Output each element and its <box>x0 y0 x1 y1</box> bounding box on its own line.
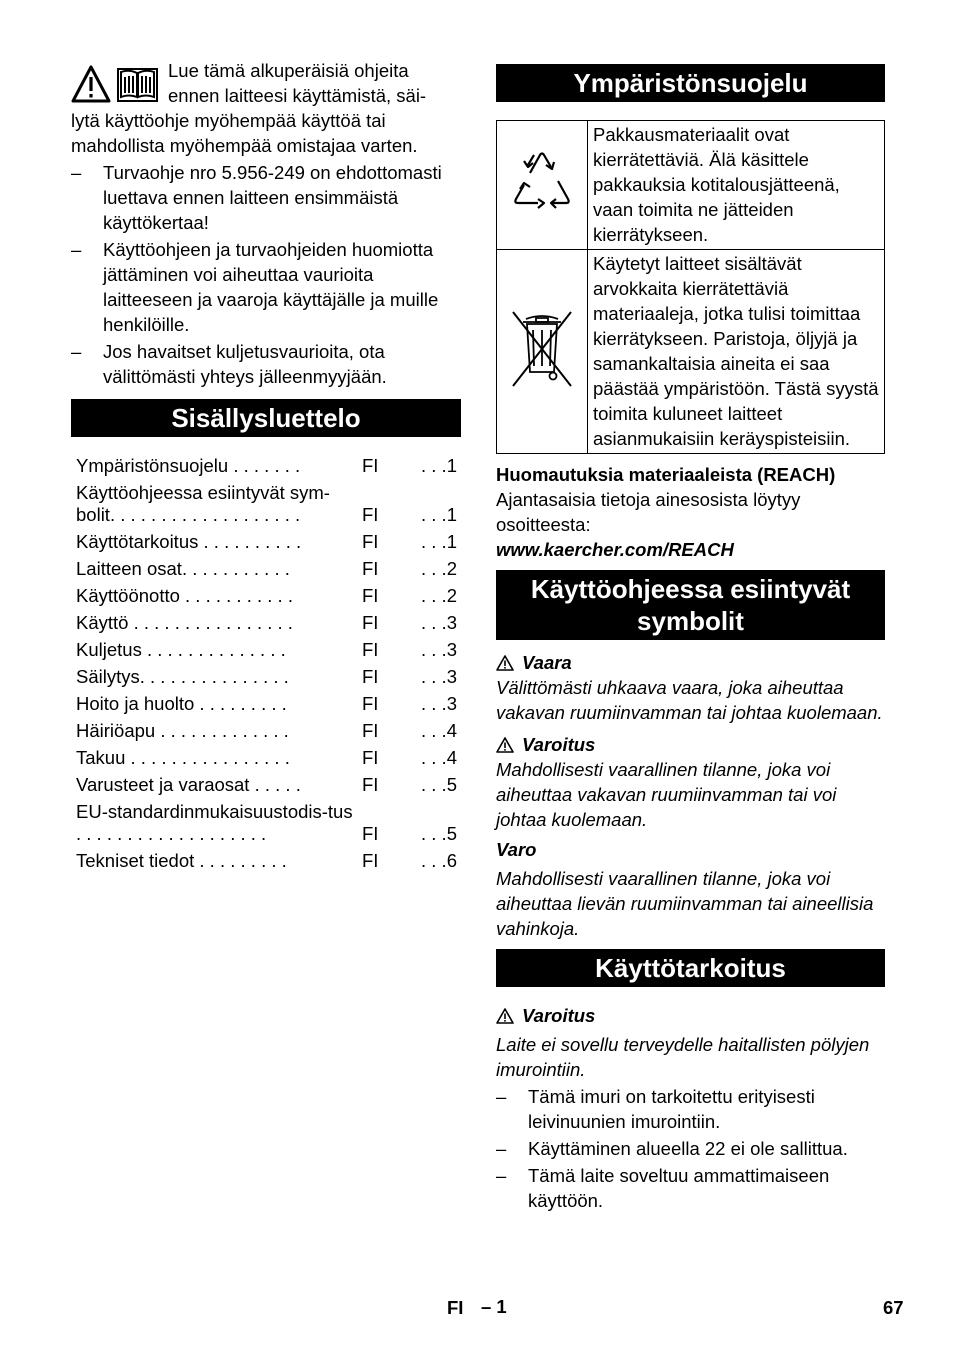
toc-title: Käyttöohjeessa esiintyvät sym-bolit. . . . . . . . . . . . . . . . . . . <box>76 482 330 525</box>
intro-list-item: – Käyttöohjeen ja turvaohjeiden huomiotta jättäminen voi aiheuttaa vaurioita laitteeseen ja vaaroja käyttäjälle ja muille henkilöille. <box>71 237 461 337</box>
varoitus-heading <box>496 732 885 757</box>
warning-triangle-icon <box>496 1008 514 1024</box>
toc-lang: FI <box>362 504 379 525</box>
toc-row <box>71 455 461 477</box>
intro-line-2: ennen laitteesi käyttämistä, säi- <box>168 85 427 106</box>
right-column <box>496 64 885 1213</box>
usage-heading: Käyttötarkoitus <box>496 949 885 987</box>
toc-lang: FI <box>362 531 379 552</box>
table-of-contents <box>71 455 461 872</box>
intro-list-text: Käyttöohjeen ja turvaohjeiden huomiotta jättäminen voi aiheuttaa vaurioita laitteeseen ja vaaroja käyttäjälle ja muille henkilöille. <box>103 239 439 335</box>
toc-row <box>71 693 461 715</box>
usage-warning-label: Varoitus <box>522 1005 596 1026</box>
intro-rest: lytä käyttöohje myöhempää käyttöä tai mahdollista myöhempää omistajaa varten. <box>71 110 418 156</box>
varo-heading <box>496 837 885 862</box>
usage-warning-text: Laite ei sovellu terveydelle haitallisten pölyjen imurointiin. <box>496 1034 870 1080</box>
toc-title: Ympäristönsuojelu . . . . . . . <box>76 455 301 476</box>
toc-lang: FI <box>362 639 379 660</box>
crossed-out-bin-icon <box>509 306 575 392</box>
toc-page: . . .5 <box>421 774 457 795</box>
env-heading: Ympäristönsuojelu <box>496 64 885 102</box>
env-text-disposal: Käytetyt laitteet sisältävät arvokkaita kierrätettäviä materiaaleja, jotka tulisi toimittaa kierrätykseen. Paristoja, öljyjä ja samankaltaisia aineita ei saa päästää ympäristöön. Tästä syystä toimita kuluneet laitteet asianmukaisiin keräyspisteisiin. <box>588 250 885 454</box>
toc-page: . . .5 <box>421 823 457 844</box>
toc-row <box>71 585 461 607</box>
env-table <box>496 120 885 454</box>
toc-page: . . .3 <box>421 639 457 660</box>
warning-triangle-icon <box>496 655 514 671</box>
toc-row <box>71 774 461 796</box>
manual-book-icon <box>118 69 157 101</box>
varoitus-label: Varoitus <box>522 734 596 755</box>
toc-row <box>71 666 461 688</box>
toc-lang: FI <box>362 774 379 795</box>
toc-page: . . .4 <box>421 747 457 768</box>
usage-list-text: Tämä imuri on tarkoitettu erityisesti leivinuunien imurointiin. <box>528 1086 815 1132</box>
toc-title: Häiriöapu . . . . . . . . . . . . . <box>76 720 289 741</box>
toc-title: Säilytys. . . . . . . . . . . . . . . <box>76 666 289 687</box>
table-row <box>497 250 885 454</box>
toc-page: . . .1 <box>421 455 457 476</box>
table-row <box>497 121 885 250</box>
toc-lang: FI <box>362 720 379 741</box>
symbols-heading-line2: symbolit <box>637 606 744 636</box>
toc-lang: FI <box>362 455 379 476</box>
footer-page-number: 67 <box>883 1297 904 1318</box>
intro-block <box>71 58 461 158</box>
toc-lang: FI <box>362 747 379 768</box>
toc-page: . . .1 <box>421 504 457 525</box>
warning-triangle-icon <box>73 67 109 101</box>
toc-row <box>71 482 461 526</box>
toc-row <box>71 558 461 580</box>
toc-title: Hoito ja huolto . . . . . . . . . <box>76 693 287 714</box>
vaara-label: Vaara <box>522 652 572 673</box>
toc-title: Takuu . . . . . . . . . . . . . . . . <box>76 747 290 768</box>
toc-lang: FI <box>362 823 379 844</box>
toc-title: Tekniset tiedot . . . . . . . . . <box>76 850 287 871</box>
toc-page: . . .2 <box>421 585 457 606</box>
toc-title: Laitteen osat. . . . . . . . . . . <box>76 558 290 579</box>
usage-list-item: – Tämä laite soveltuu ammattimaiseen käyttöön. <box>496 1163 885 1213</box>
intro-list-item: – Jos havaitset kuljetusvaurioita, ota välittömästi yhteys jälleenmyyjään. <box>71 339 461 389</box>
toc-title: Käyttöönotto . . . . . . . . . . . <box>76 585 293 606</box>
left-column <box>71 58 461 877</box>
toc-row <box>71 612 461 634</box>
usage-list-item: – Käyttäminen alueella 22 ei ole sallittua. <box>496 1136 885 1161</box>
symbols-heading <box>496 570 885 640</box>
toc-row <box>71 531 461 553</box>
toc-lang: FI <box>362 612 379 633</box>
warning-manual-icons <box>71 64 161 104</box>
usage-list-item: – Tämä imuri on tarkoitettu erityisesti leivinuunien imurointiin. <box>496 1084 885 1134</box>
toc-title: Käyttötarkoitus . . . . . . . . . . <box>76 531 302 552</box>
toc-lang: FI <box>362 693 379 714</box>
reach-url: www.kaercher.com/REACH <box>496 539 734 560</box>
toc-title: EU-standardinmukaisuustodis-tus . . . . . . . . . . . . . . . . . . . <box>76 801 353 844</box>
vaara-heading <box>496 650 885 675</box>
toc-page: . . .4 <box>421 720 457 741</box>
toc-heading: Sisällysluettelo <box>71 399 461 437</box>
toc-lang: FI <box>362 666 379 687</box>
toc-lang: FI <box>362 585 379 606</box>
intro-list-text: Jos havaitset kuljetusvaurioita, ota välittömästi yhteys jälleenmyyjään. <box>103 341 387 387</box>
toc-page: . . .1 <box>421 531 457 552</box>
toc-lang: FI <box>362 850 379 871</box>
reach-title: Huomautuksia materiaaleista (REACH) <box>496 464 836 485</box>
env-text-recycling: Pakkausmateriaalit ovat kierrätettäviä. Älä käsittele pakkauksia kotitalousjätteenä, vaan toimita ne jätteiden kierrätykseen. <box>588 121 885 250</box>
toc-row <box>71 801 461 845</box>
env-icon-cell <box>497 121 588 250</box>
toc-title: Kuljetus . . . . . . . . . . . . . . <box>76 639 286 660</box>
footer-lang: FI <box>447 1297 464 1318</box>
toc-row <box>71 639 461 661</box>
usage-warning-heading <box>496 1003 885 1028</box>
intro-list-item: – Turvaohje nro 5.956-249 on ehdottomasti luettava ennen laitteen ensimmäistä käyttökertaa! <box>71 160 461 235</box>
toc-lang: FI <box>362 558 379 579</box>
toc-page: . . .3 <box>421 693 457 714</box>
reach-text: Ajantasaisia tietoja ainesosista löytyy osoitteesta: <box>496 489 801 535</box>
toc-row <box>71 720 461 742</box>
varoitus-text: Mahdollisesti vaarallinen tilanne, joka voi aiheuttaa vakavan ruumiinvamman tai voi johtaa kuolemaan. <box>496 759 837 830</box>
vaara-text: Välittömästi uhkaava vaara, joka aiheuttaa vakavan ruumiinvamman tai johtaa kuolemaan. <box>496 677 883 723</box>
footer-section-page: – 1 <box>481 1296 507 1317</box>
intro-list-text: Turvaohje nro 5.956-249 on ehdottomasti luettava ennen laitteen ensimmäistä käyttökertaa! <box>103 162 442 233</box>
toc-page: . . .3 <box>421 666 457 687</box>
recycling-icon <box>504 143 580 223</box>
varo-text: Mahdollisesti vaarallinen tilanne, joka voi aiheuttaa lievän ruumiinvamman tai aineellisia vahinkoja. <box>496 868 874 939</box>
varo-label: Varo <box>496 839 537 860</box>
toc-title: Varusteet ja varaosat . . . . . <box>76 774 301 795</box>
env-icon-cell <box>497 250 588 454</box>
symbols-heading-line1: Käyttöohjeessa esiintyvät <box>530 574 851 604</box>
usage-list-text: Käyttäminen alueella 22 ei ole sallittua. <box>528 1138 848 1159</box>
toc-row <box>71 850 461 872</box>
toc-page: . . .2 <box>421 558 457 579</box>
usage-list-text: Tämä laite soveltuu ammattimaiseen käyttöön. <box>528 1165 830 1211</box>
toc-row <box>71 747 461 769</box>
intro-line-1: Lue tämä alkuperäisiä ohjeita <box>168 60 409 81</box>
toc-title: Käyttö . . . . . . . . . . . . . . . . <box>76 612 293 633</box>
toc-page: . . .3 <box>421 612 457 633</box>
warning-triangle-icon <box>496 737 514 753</box>
toc-page: . . .6 <box>421 850 457 871</box>
